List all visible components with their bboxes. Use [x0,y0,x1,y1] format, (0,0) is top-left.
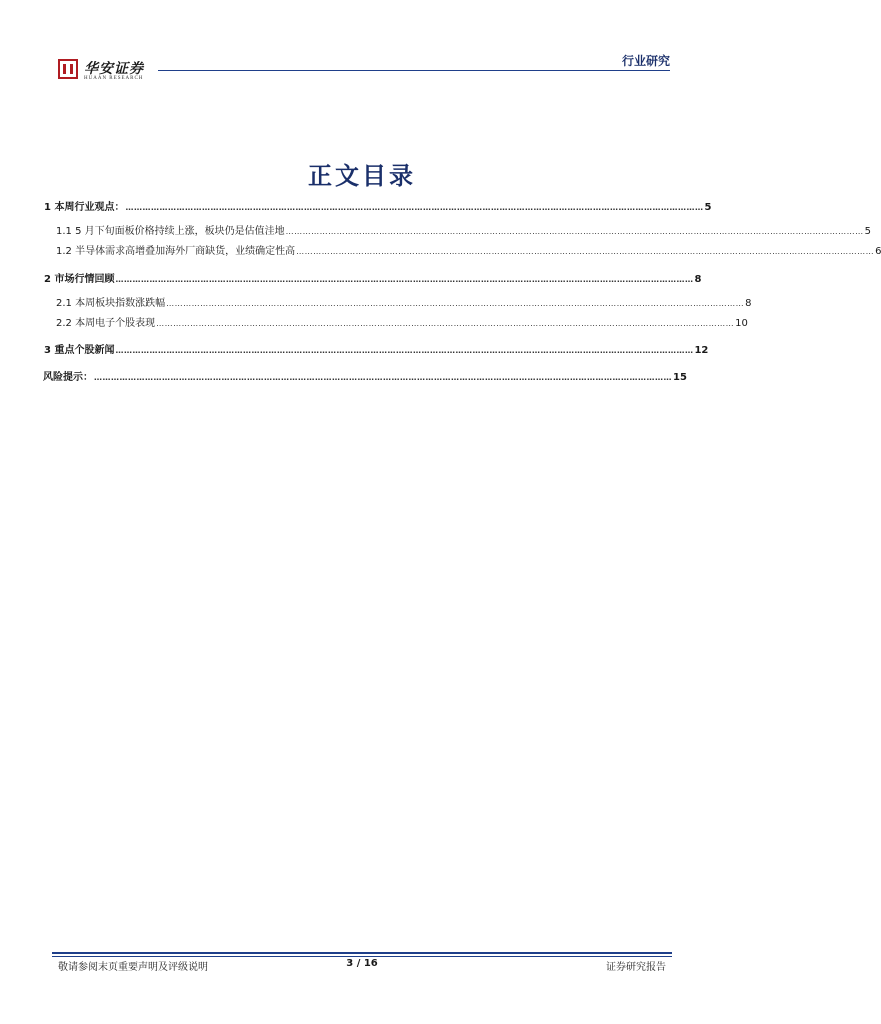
page-number: 3 / 16 [346,958,378,969]
footer-disclaimer: 敬请参阅末页重要声明及评级说明 [58,962,208,973]
toc-leader: …………………………………………………………………………………………………………………………………………………………………………………… [166,299,745,308]
toc-entry-label: 1 本周行业观点： [44,202,125,213]
toc-leader: …………………………………………………………………………………………………………………………………………………………………………………… [115,275,694,284]
toc-leader: …………………………………………………………………………………………………………………………………………………………………………………… [125,203,704,212]
toc-entry-label: 2.2 本周电子个股表现 [56,318,156,329]
footer-rule [52,952,672,954]
toc-entry-page: 15 [673,372,687,383]
section-label: 行业研究 [618,52,670,69]
logo-text-en: HUAAN RESEARCH [84,76,144,81]
toc-entry[interactable] [44,242,881,258]
footer-rule-thin [52,956,672,957]
toc-entry[interactable] [44,294,752,310]
huaan-logo-icon [58,59,78,79]
toc-entry-label: 3 重点个股新闻 [44,345,115,356]
toc-entry-page: 12 [694,345,709,356]
report-type: 证券研究报告 [606,962,666,973]
header-rule [158,70,670,71]
toc-entry-label: 风险提示： [43,372,93,383]
toc-entry[interactable] [43,368,687,384]
toc-entry-page: 6 [875,246,881,257]
page-header [58,56,670,86]
toc-leader: …………………………………………………………………………………………………………………………………………………………………………………… [94,373,672,382]
toc-leader: …………………………………………………………………………………………………………………………………………………………………………………… [285,227,864,236]
toc-entry-page: 8 [694,274,702,285]
toc-entry-page: 5 [864,226,871,237]
toc-entry-label: 1.2 半导体需求高增叠加海外厂商缺货，业绩确定性高 [56,246,296,257]
toc-entry[interactable] [44,341,709,357]
toc-entry[interactable] [44,198,712,214]
toc-entry-label: 2.1 本周板块指数涨跌幅 [56,298,166,309]
toc-entry-page: 8 [745,298,752,309]
toc-entry-label: 2 市场行情回顾 [44,274,115,285]
logo-text-cn: 华安证券 [84,61,144,77]
toc-entry-page: 5 [704,202,712,213]
toc-entry-label: 1.1 5 月下旬面板价格持续上涨，板块仍是估值洼地 [56,226,285,237]
toc-entry[interactable] [44,270,702,286]
toc-title: 正文目录 [308,161,416,190]
toc-leader: …………………………………………………………………………………………………………………………………………………………………………………… [296,247,875,256]
toc-entry[interactable] [44,314,748,330]
toc-entry[interactable] [44,222,871,238]
toc-entry-page: 10 [735,318,748,329]
toc-leader: …………………………………………………………………………………………………………………………………………………………………………………… [115,346,694,355]
toc-leader: …………………………………………………………………………………………………………………………………………………………………………………… [156,319,735,328]
